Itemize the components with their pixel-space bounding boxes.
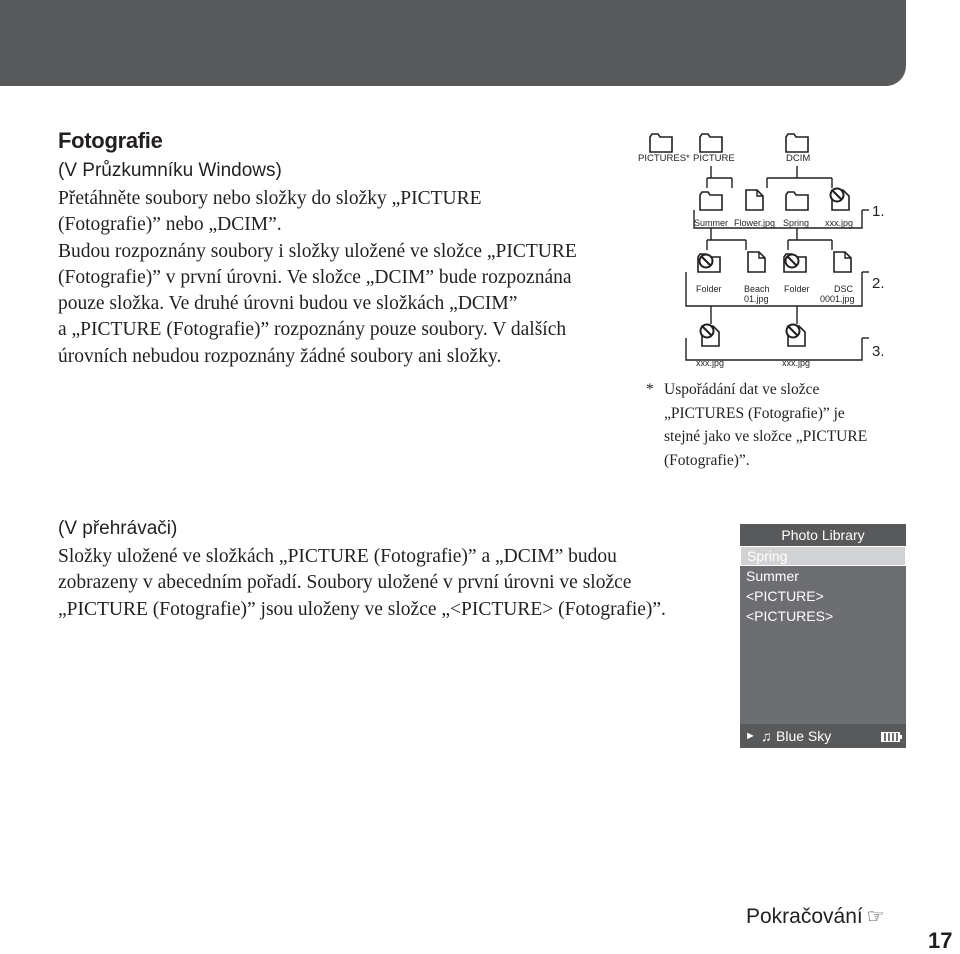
paragraph-line: Budou rozpoznány soubory i složky uložené ve složce „PICTURE <box>58 240 577 262</box>
file-icon <box>748 252 765 272</box>
tree-label: 01.jpg <box>744 294 769 304</box>
paragraph-line: Přetáhněte soubory nebo složky do složky „PICTURE <box>58 188 482 209</box>
library-item[interactable]: Summer <box>746 568 799 584</box>
footnote-line: „PICTURES (Fotografie)” je <box>664 404 845 422</box>
music-note-icon: ♫ <box>761 728 772 744</box>
no-folder-icon <box>784 254 806 272</box>
windows-heading: (V Průzkumníku Windows) <box>58 160 282 181</box>
paragraph-line: úrovních nebudou rozpoznány žádné soubory ani složky. <box>58 345 502 367</box>
windows-paragraph <box>58 186 638 370</box>
pointing-hand-icon: ☞ <box>866 906 885 928</box>
folder-icon <box>650 134 672 152</box>
tree-label: PICTURES* <box>638 153 690 164</box>
no-file-icon <box>831 189 850 211</box>
paragraph-line: zobrazeny v abecedním pořadí. Soubory uložené v první úrovni ve složce <box>58 572 632 594</box>
paragraph-line: a „PICTURE (Fotografie)” rozpoznány pouze soubory. V dalších <box>58 319 567 341</box>
now-playing-title: Blue Sky <box>776 728 832 744</box>
paragraph-line: (Fotografie)” nebo „DCIM”. <box>58 214 282 236</box>
file-icon <box>746 190 763 210</box>
player-paragraph <box>58 544 728 623</box>
tree-label: Flower.jpg <box>734 218 776 228</box>
play-icon: ► <box>745 730 756 742</box>
footnote-marker: * <box>646 381 654 398</box>
folder-tree-svg <box>636 128 896 378</box>
library-item[interactable]: <PICTURE> <box>746 588 824 604</box>
level-number: 3. <box>872 343 885 360</box>
footnote-text <box>664 378 867 472</box>
battery-icon <box>881 732 900 742</box>
tree-label: Folder <box>696 284 722 294</box>
player-heading: (V přehrávači) <box>58 518 178 539</box>
folder-icon <box>700 192 722 210</box>
paragraph-line: Složky uložené ve složkách „PICTURE (Fotografie)” a „DCIM” budou <box>58 546 617 567</box>
no-file-icon <box>787 325 806 347</box>
tree-label: Spring <box>783 218 810 228</box>
no-folder-icon <box>698 254 720 272</box>
library-item[interactable]: <PICTURES> <box>746 608 834 624</box>
footnote-line: (Fotografie)”. <box>664 451 750 469</box>
tree-label: Summer <box>694 218 729 228</box>
tree-label: 0001.jpg <box>820 294 855 304</box>
folder-tree-diagram <box>636 128 896 378</box>
paragraph-line: (Fotografie)” v první úrovni. Ve složce „DCIM” bude rozpoznána <box>58 266 572 288</box>
tree-label: xxx.jpg <box>696 358 725 368</box>
continue-indicator <box>746 904 885 929</box>
paragraph-line: „PICTURE (Fotografie)” jsou uloženy ve složce „<PICTURE> (Fotografie)”. <box>58 598 666 620</box>
footnote-line: stejné jako ve složce „PICTURE <box>664 428 868 445</box>
continue-label: Pokračování <box>746 905 863 928</box>
tree-label: xxx.jpg <box>782 358 811 368</box>
folder-icon <box>786 134 808 152</box>
tree-label: Folder <box>784 284 810 294</box>
footnote-line: Uspořádání dat ve složce <box>664 381 820 398</box>
screen-header: Photo Library <box>740 524 906 546</box>
file-icon <box>834 252 851 272</box>
tree-label: PICTURE <box>693 153 735 164</box>
section-title: Fotografie <box>58 128 163 153</box>
header-bar <box>0 0 906 86</box>
folder-icon <box>786 192 808 210</box>
library-item-selected[interactable]: Spring <box>740 546 906 566</box>
tree-label: xxx.jpg <box>825 218 854 228</box>
tree-label: DSC <box>834 284 854 294</box>
folder-icon <box>700 134 722 152</box>
no-file-icon <box>701 325 720 347</box>
now-playing-bar <box>740 724 906 748</box>
level-number: 2. <box>872 275 885 292</box>
paragraph-line: pouze složka. Ve druhé úrovni budou ve složkách „DCIM” <box>58 293 518 315</box>
tree-label: DCIM <box>786 153 811 164</box>
level-number: 1. <box>872 203 885 220</box>
tree-label: Beach <box>744 284 770 294</box>
player-screen <box>740 524 906 748</box>
page-number: 17 <box>928 928 953 953</box>
